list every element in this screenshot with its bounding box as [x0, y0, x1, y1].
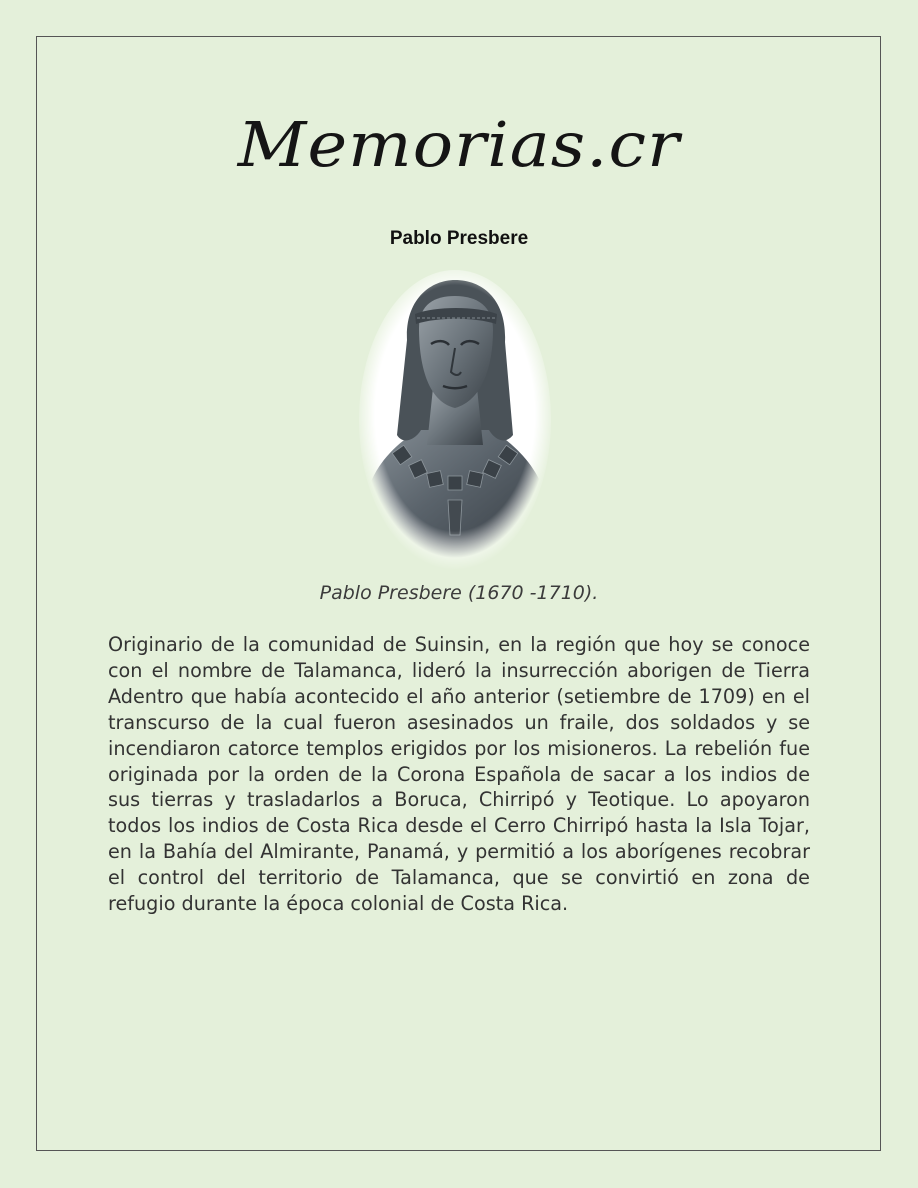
body-paragraph: Originario de la comunidad de Suinsin, en la región que hoy se conoce con el nombre de Talamanca, lideró la insurrección aborigen de Tierra Adentro que había acontecido el año anterior (setiembre de 1709) en el transcurso de la cual fueron asesinados un fraile, dos soldados y se incendiaron catorce templos erigidos por los misioneros. La rebelión fue originada por la orden de la Corona Española de sacar a los indios de sus tierras y trasladarlos a Boruca, Chirripó y Teotique. Lo apoyaron todos los indios de Costa Rica desde el Cerro Chirripó hasta la Isla Tojar, en la Bahía del Almirante, Panamá, y permitió a los aborígenes recobrar el control del territorio de Talamanca, que se convirtió en zona de refugio durante la época colonial de Costa Rica.: [108, 633, 810, 916]
figure-caption: Pablo Presbere (1670 -1710).: [319, 582, 599, 604]
page-title: Pablo Presbere: [389, 228, 529, 249]
bust-portrait-icon: [355, 270, 555, 575]
brand-logo: Memorias.cr: [237, 108, 681, 181]
